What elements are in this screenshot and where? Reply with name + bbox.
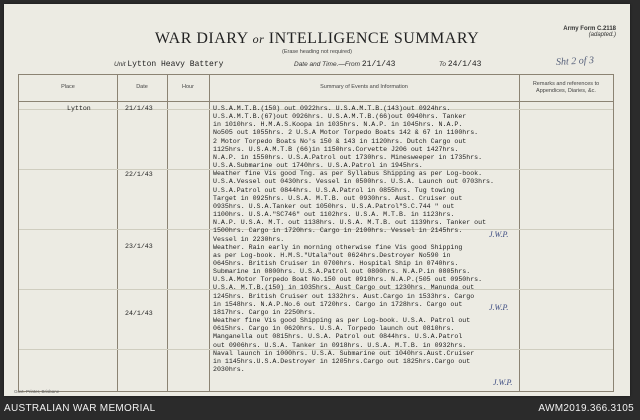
dates-from-label: Date and Time.—From [294, 61, 361, 68]
page-subtitle: (Erase heading not required) [281, 49, 352, 55]
date-entry-4: 24/1/43 [125, 310, 153, 317]
title-war-diary: WAR DIARY [154, 30, 249, 47]
entry-line: Vessel in 2230hrs. [213, 235, 285, 243]
entry-line: 0645hrs. British Cruiser in 0700hrs. Hospital Ship in 0740hrs. [213, 259, 459, 267]
entry-line: U.S.A.Vessel out 0430hrs. Vessel in 0500hrs. U.S.A. Launch out 0703hrs. [213, 178, 494, 186]
entry-line: in 1145hrs.U.S.A.Destroyer in 1205hrs.Cargo out 1825hrs.Cargo out [213, 357, 471, 365]
unit-field [114, 60, 223, 69]
entry-line: 0935hrs. U.S.A.Tanker out 1050hrs. U.S.A.Patrol"S.C.744 " out [213, 202, 455, 210]
entry-line: Weather fine Vis good Shipping as per Log-book. U.S.A. Patrol out [213, 317, 471, 325]
dates-field [294, 60, 395, 69]
header-summary: Summary of Events and Information [320, 84, 408, 91]
entry-line: U.S.A.Patrol out 0844hrs. U.S.A.Patrol in 0855hrs. Tug towing [213, 186, 455, 194]
col-divider-summary [519, 75, 520, 391]
footer-institution: AUSTRALIAN WAR MEMORIAL [4, 403, 156, 414]
entry-line: 1817hrs. Cargo in 2250hrs. [213, 308, 316, 316]
handwritten-initials: J.W.P. [489, 303, 509, 312]
header-remarks: Remarks and references to Appendices, Diaries, &c. [532, 80, 600, 94]
entry-line: 2030hrs. [213, 366, 245, 373]
col-divider-place [117, 75, 118, 391]
printer-note: Govt. Printer, Brisbane [14, 389, 60, 394]
title-intelligence-summary: INTELLIGENCE SUMMARY [268, 30, 480, 47]
entry-line: out 0906hrs. U.S.A. Tanker in 0918hrs. U.S.A. M.T.B. in 0932hrs. [213, 341, 467, 349]
header-date: Date [136, 84, 148, 91]
title-or: or [252, 32, 265, 46]
unit-label: Unit [114, 61, 126, 68]
unit-value: Lytton Heavy Battery [127, 60, 224, 69]
entry-line: 2 Motor Torpedo Boats No's 150 & 143 in 1120hrs. Dutch Cargo out [213, 137, 467, 145]
footer-record-id: AWM2019.366.3105 [538, 403, 634, 414]
entry-line: in 1548hrs. N.A.P.No.6 out 1720hrs. Cargo in 1728hrs. Cargo out [213, 300, 463, 308]
date-entry-3: 23/1/43 [125, 243, 153, 250]
entry-line: U.S.A.M.T.B.(67)out 0926hrs. U.S.A.M.T.B.(66)out 0940hrs. Tanker [213, 113, 467, 121]
entry-line: 0615hrs. Cargo in 0620hrs. U.S.A. Torpedo launch out 0810hrs. [213, 325, 455, 333]
dates-to-label: To [439, 61, 446, 68]
entry-line: 1125hrs. U.S.A.M.T.B (66)in 1150hrs.Corvette J206 out 1427hrs. [213, 145, 459, 153]
diary-sheet [4, 4, 630, 396]
entry-line: in 1010hrs. H.M.A.S.Koopa in 1035hrs. N.A.P. in 1045hrs. N.A.P. [213, 121, 463, 129]
entry-line: U.S.A.M.T.B.(150) out 0922hrs. U.S.A.M.T.B.(143)out 0924hrs. [213, 105, 451, 112]
entry-line: 1100hrs. U.S.A."SC746" out 1102hrs. U.S.A. M.T.B. in 1123hrs. [213, 211, 455, 219]
handwritten-initials: J.W.P. [493, 378, 513, 387]
entry-line: U.S.A. M.T.B.(150) in 1035hrs. Aust Cargo out 1230hrs. Manunda out [213, 284, 475, 292]
entry-line: Weather fine Vis good Tng. as per Syllabus Shipping as per Log-book. [213, 170, 483, 178]
entry-line: Weather. Rain early in morning otherwise fine Vis good Shipping [213, 243, 463, 251]
summary-entries [213, 105, 513, 374]
place-entry: Lytton [67, 105, 91, 112]
entry-line: N.A.P. in 1550hrs. U.S.A.Patrol out 1730hrs. Minesweeper in 1735hrs. [213, 153, 483, 161]
col-divider-hour [209, 75, 210, 391]
date-entry-2: 22/1/43 [125, 171, 153, 178]
col-divider-date [167, 75, 168, 391]
date-to-value: 24/1/43 [447, 60, 482, 69]
entry-line: No505 out 1055hrs. 2 U.S.A Motor Torpedo Boats 142 & 67 in 1100hrs. [213, 129, 479, 137]
header-place: Place [61, 84, 75, 91]
entry-line: as per Log-book. H.M.S."Utala"out 0624hrs.Destroyer No590 in [213, 251, 451, 259]
page-title [4, 30, 630, 48]
entry-line: U.S.A.Submarine out 1740hrs. U.S.A.Patrol in 1945hrs. [213, 162, 423, 170]
form-code-label: Army Form C.2118 [563, 26, 616, 32]
header-hour: Hour [182, 84, 194, 91]
header-divider [19, 101, 613, 102]
dates-to-field [439, 60, 481, 69]
entry-line: 1245hrs. British Cruiser out 1332hrs. Aust.Cargo in 1533hrs. Cargo [213, 292, 475, 300]
entry-line: U.S.A.Motor Torpedo Boat No.150 out 0910hrs. N.A.P.(505 out 0950hrs. [213, 276, 483, 284]
entry-line: Naval launch in 1000hrs. U.S.A. Submarine out 1040hrs.Aust.Cruiser [213, 349, 475, 357]
entry-line: Submarine in 0800hrs. U.S.A.Patrol out 0800hrs. N.A.P.in 0805hrs. [213, 268, 471, 276]
date-entry-1: 21/1/43 [125, 105, 153, 112]
entry-line: N.A.P. U.S.A. M.T. out 1138hrs. U.S.A. M.T.B. out 1139hrs. Tanker out [213, 219, 487, 227]
entry-line: 1500hrs. Cargo in 1720hrs. Cargo in 2100hrs. Vessel in 2145hrs. [213, 227, 463, 235]
sheet-number: Sht 2 of 3 [555, 55, 595, 68]
entry-line: Manganella out 0815hrs. U.S.A. Patrol out 0844hrs. U.S.A.Patrol [213, 333, 463, 341]
diary-table [18, 74, 614, 392]
date-from-value: 21/1/43 [361, 60, 396, 69]
handwritten-initials: J.W.P. [489, 230, 509, 239]
form-code-adapted: (adapted.) [588, 32, 616, 38]
entry-line: Target in 0925hrs. U.S.A. M.T.B. out 0930hrs. Aust. Cruiser out [213, 194, 463, 202]
